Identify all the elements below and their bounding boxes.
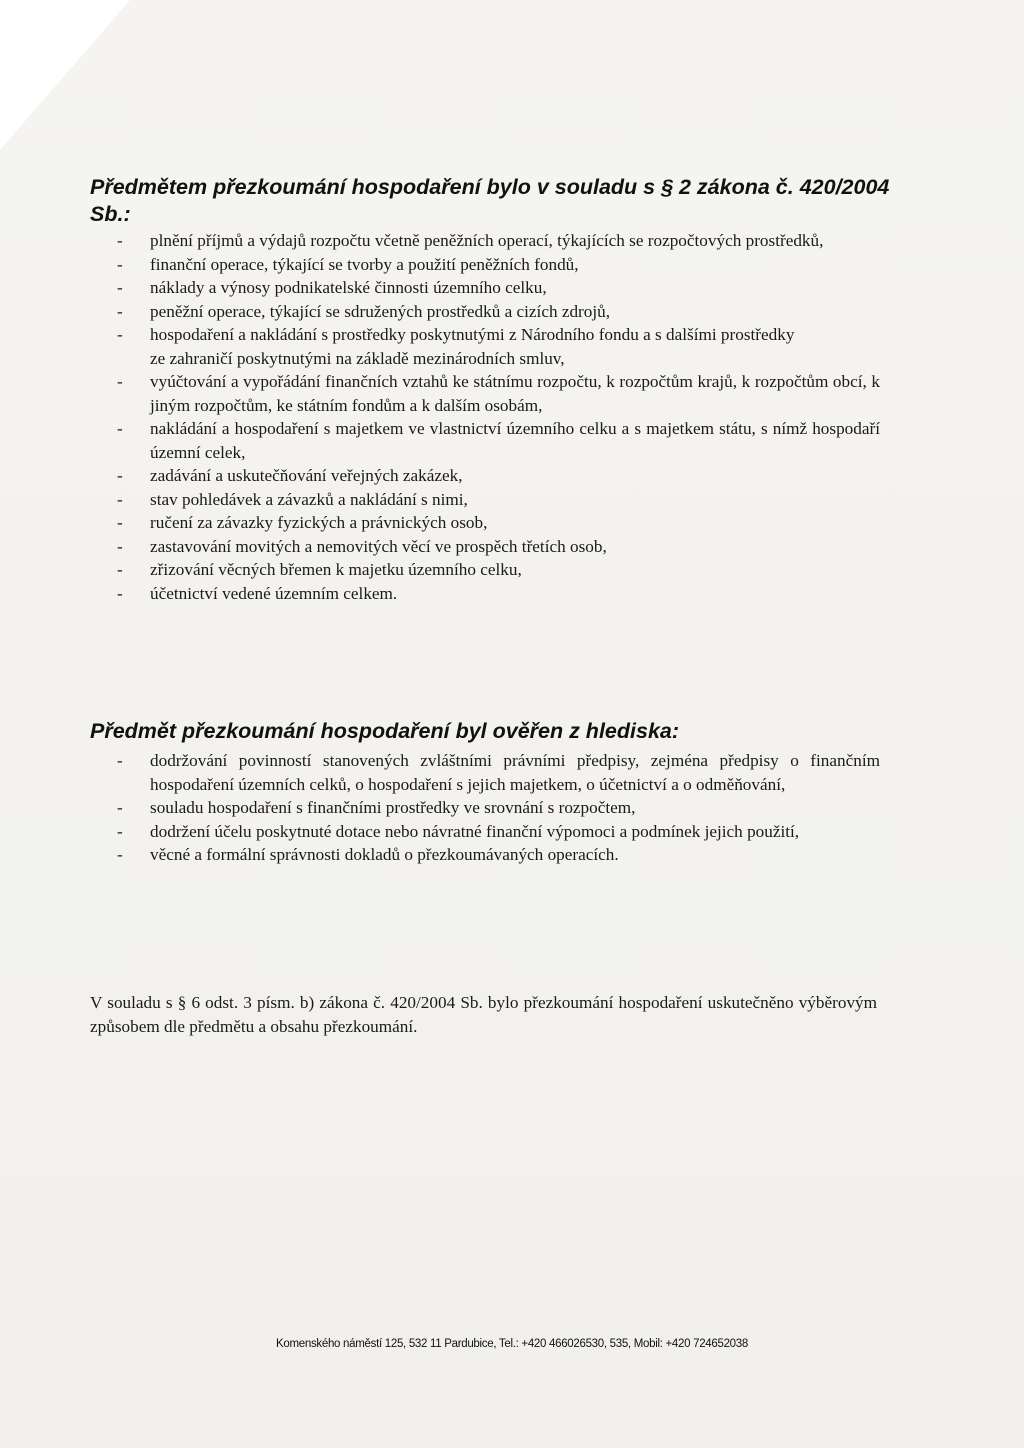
list-item-text: hospodaření a nakládání s prostředky poskytnutými z Národního fondu a s dalšími prostředky <box>150 325 795 344</box>
list-item-text: zadávání a uskutečňování veřejných zakázek, <box>150 466 463 485</box>
conclusion-paragraph: V souladu s § 6 odst. 3 písm. b) zákona č. 420/2004 Sb. bylo přezkoumání hospodaření uskutečněno výběrovým způsobem dle předmětu a obsahu přezkoumání. <box>90 993 877 1036</box>
dash-bullet: - <box>117 583 123 603</box>
list-item <box>90 417 880 464</box>
folded-corner <box>0 0 130 150</box>
dash-bullet: - <box>117 751 123 770</box>
dash-bullet: - <box>117 513 123 532</box>
list-item-text: nakládání a hospodaření s majetkem ve vlastnictví územního celku a s majetkem státu, s nímž hospodaří územní celek, <box>150 419 880 462</box>
list-item-text: účetnictví vedené územním celkem. <box>150 583 398 603</box>
list-item-text: souladu hospodaření s finančními prostředky ve srovnání s rozpočtem, <box>150 798 636 817</box>
list-item <box>90 796 880 820</box>
list-item <box>90 511 880 535</box>
list-item-text: plnění příjmů a výdajů rozpočtu včetně peněžních operací, týkajících se rozpočtových prostředků, <box>150 231 824 250</box>
dash-bullet: - <box>117 821 123 841</box>
list-item <box>90 488 880 512</box>
section-heading-aspects: Předmět přezkoumání hospodaření byl ověřen z hlediska: <box>90 719 680 743</box>
list-item <box>90 370 880 417</box>
footer-address: Komenského náměstí 125, 532 11 Pardubice, Tel.: +420 466026530, 535, Mobil: +420 724652038 <box>276 1338 748 1350</box>
list-item-text: ze zahraničí poskytnutými na základě mezinárodních smluv, <box>150 348 565 368</box>
list-item <box>90 843 880 867</box>
list-item-text: finanční operace, týkající se tvorby a použití peněžních fondů, <box>150 254 579 274</box>
list-item <box>90 229 880 253</box>
list-item <box>90 558 880 582</box>
list-item <box>90 582 880 606</box>
list-item <box>90 535 880 559</box>
dash-bullet: - <box>117 301 123 321</box>
dash-bullet: - <box>117 372 123 391</box>
list-item <box>90 464 880 488</box>
list-item-text: dodržení účelu poskytnuté dotace nebo návratné finanční výpomoci a podmínek jejich použití, <box>150 821 800 841</box>
list-item-text: stav pohledávek a závazků a nakládání s nimi, <box>150 489 468 509</box>
list-item-text: peněžní operace, týkající se sdružených prostředků a cizích zdrojů, <box>150 301 611 321</box>
dash-bullet: - <box>117 560 123 579</box>
list-item <box>90 820 880 844</box>
list-item-text: dodržování povinností stanovených zvláštními právními předpisy, zejména předpisy o finančním hospodaření územních celků, o hospodaření s jejich majetkem, o účetnictví a o odměňování, <box>150 751 880 794</box>
dash-bullet: - <box>117 489 123 509</box>
list-item-text: zřizování věcných břemen k majetku územního celku, <box>150 560 522 579</box>
subject-list <box>90 229 880 605</box>
list-item-text: ručení za závazky fyzických a právnických osob, <box>150 513 488 532</box>
dash-bullet: - <box>117 466 123 485</box>
list-item <box>90 347 880 371</box>
dash-bullet: - <box>117 536 123 556</box>
list-item <box>90 749 880 796</box>
dash-bullet: - <box>117 845 123 864</box>
dash-bullet: - <box>117 798 123 817</box>
dash-bullet: - <box>117 254 123 274</box>
dash-bullet: - <box>117 325 123 344</box>
dash-bullet: - <box>117 278 123 297</box>
dash-bullet: - <box>117 419 123 438</box>
list-item-text: zastavování movitých a nemovitých věcí ve prospěch třetích osob, <box>150 536 607 556</box>
list-item-text: věcné a formální správnosti dokladů o přezkoumávaných operacích. <box>150 845 619 864</box>
list-item <box>90 300 880 324</box>
list-item <box>90 323 880 347</box>
list-item <box>90 253 880 277</box>
section-heading-subject: Předmětem přezkoumání hospodaření bylo v souladu s § 2 zákona č. 420/2004 Sb.: <box>90 175 890 226</box>
list-item-text: vyúčtování a vypořádání finančních vztahů ke státnímu rozpočtu, k rozpočtům krajů, k rozpočtům obcí, k jiným rozpočtům, ke státním fondům a k dalším osobám, <box>150 372 880 415</box>
aspects-list <box>90 749 880 867</box>
dash-bullet: - <box>117 231 123 250</box>
list-item-text: náklady a výnosy podnikatelské činnosti územního celku, <box>150 278 547 297</box>
list-item <box>90 276 880 300</box>
